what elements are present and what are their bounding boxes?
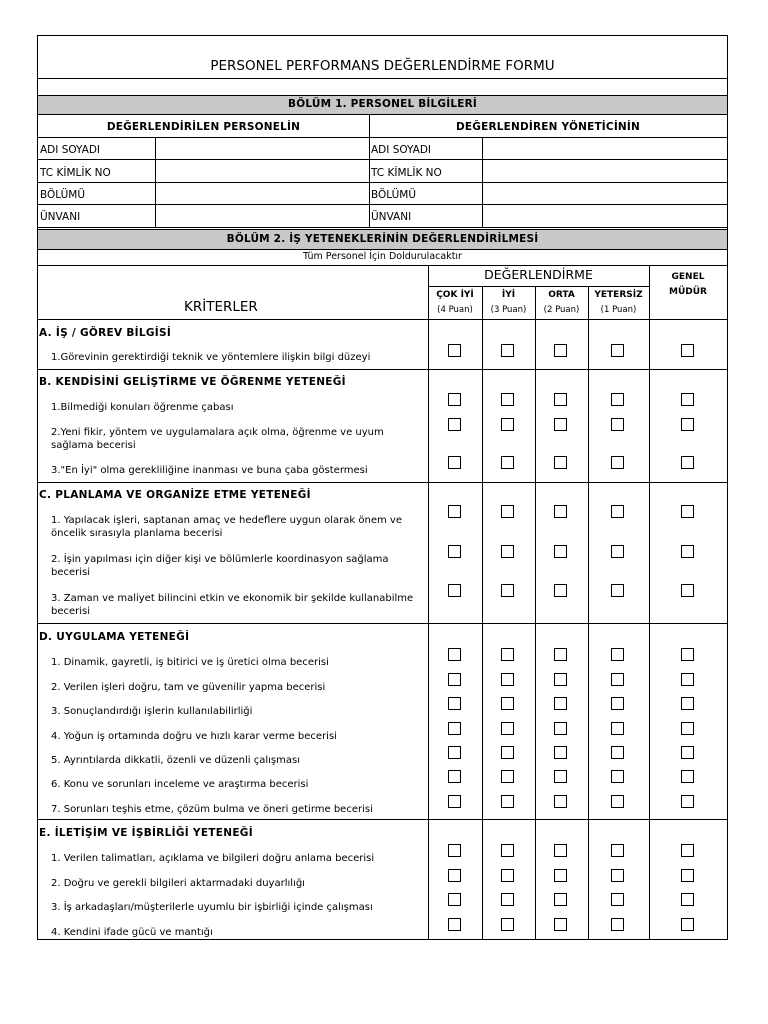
right-tc-input[interactable] xyxy=(482,159,727,182)
left-field-department: BÖLÜMÜ xyxy=(40,189,86,201)
right-field-name: ADI SOYADI xyxy=(371,144,432,156)
checkbox-b3-very-good[interactable] xyxy=(448,456,461,469)
rule-criteria-divider xyxy=(428,265,429,939)
checkbox-b3-general-manager[interactable] xyxy=(681,456,694,469)
rule-subheader-bottom xyxy=(38,265,727,266)
left-field-title: ÜNVANI xyxy=(40,211,81,223)
left-tc-input[interactable] xyxy=(155,159,369,182)
checkbox-d5-average[interactable] xyxy=(554,746,567,759)
rule-category-c-bottom xyxy=(38,623,727,624)
checkbox-b1-insufficient[interactable] xyxy=(611,393,624,406)
checkbox-c3-very-good[interactable] xyxy=(448,584,461,597)
checkbox-d6-very-good[interactable] xyxy=(448,770,461,783)
rating-very-good-label: ÇOK İYİ xyxy=(436,290,474,300)
checkbox-e1-good[interactable] xyxy=(501,844,514,857)
checkbox-c3-insufficient[interactable] xyxy=(611,584,624,597)
checkbox-c3-general-manager[interactable] xyxy=(681,584,694,597)
checkbox-e1-insufficient[interactable] xyxy=(611,844,624,857)
checkbox-a1-good[interactable] xyxy=(501,344,514,357)
right-field-title: ÜNVANI xyxy=(371,211,412,223)
checkbox-b2-insufficient[interactable] xyxy=(611,418,624,431)
rule-table-header-bottom xyxy=(38,319,727,320)
checkbox-d2-general-manager[interactable] xyxy=(681,673,694,686)
evaluating-manager-header: DEĞERLENDİREN YÖNETİCİNİN xyxy=(455,121,641,133)
checkbox-b2-average[interactable] xyxy=(554,418,567,431)
checkbox-d5-very-good[interactable] xyxy=(448,746,461,759)
rating-good-label: İYİ xyxy=(501,290,516,300)
checkbox-c3-average[interactable] xyxy=(554,584,567,597)
checkbox-d6-average[interactable] xyxy=(554,770,567,783)
checkbox-e3-very-good[interactable] xyxy=(448,893,461,906)
checkbox-d4-general-manager[interactable] xyxy=(681,722,694,735)
checkbox-b3-insufficient[interactable] xyxy=(611,456,624,469)
checkbox-d6-insufficient[interactable] xyxy=(611,770,624,783)
checkbox-b2-very-good[interactable] xyxy=(448,418,461,431)
checkbox-e3-general-manager[interactable] xyxy=(681,893,694,906)
checkbox-a1-very-good[interactable] xyxy=(448,344,461,357)
checkbox-a1-average[interactable] xyxy=(554,344,567,357)
checkbox-d1-good[interactable] xyxy=(501,648,514,661)
rating-insufficient-points: (1 Puan) xyxy=(600,305,637,315)
checkbox-d7-general-manager[interactable] xyxy=(681,795,694,808)
checkbox-b1-very-good[interactable] xyxy=(448,393,461,406)
checkbox-e3-insufficient[interactable] xyxy=(611,893,624,906)
criteria-header: KRİTERLER xyxy=(184,299,258,315)
checkbox-c2-insufficient[interactable] xyxy=(611,545,624,558)
rating-very-good-points: (4 Puan) xyxy=(437,305,473,315)
category-c-title: C. PLANLAMA VE ORGANİZE ETME YETENEĞİ xyxy=(39,489,311,501)
rule-title-bottom xyxy=(38,78,727,79)
checkbox-e2-good[interactable] xyxy=(501,869,514,882)
rule-field-1 xyxy=(38,159,727,160)
criterion-e-4: 4. Kendini ifade gücü ve mantığı xyxy=(51,927,213,938)
rule-field-3 xyxy=(38,204,727,205)
checkbox-e4-general-manager[interactable] xyxy=(681,918,694,931)
checkbox-b2-general-manager[interactable] xyxy=(681,418,694,431)
checkbox-d3-very-good[interactable] xyxy=(448,697,461,710)
criterion-d-1: 1. Dinamik, gayretli, iş bitirici ve iş üretici olma becerisi xyxy=(51,657,329,668)
checkbox-e1-average[interactable] xyxy=(554,844,567,857)
criterion-c-2: 2. İşin yapılması için diğer kişi ve bölümlerle koordinasyon sağlama becerisi xyxy=(51,554,389,578)
rating-average-points: (2 Puan) xyxy=(543,305,580,315)
criterion-b-2: 2.Yeni fikir, yöntem ve uygulamalara açık olma, öğrenme ve uyum sağlama becerisi xyxy=(51,427,384,451)
checkbox-e4-very-good[interactable] xyxy=(448,918,461,931)
checkbox-b1-average[interactable] xyxy=(554,393,567,406)
checkbox-d3-insufficient[interactable] xyxy=(611,697,624,710)
category-e-title: E. İLETİŞİM VE İŞBİRLİĞİ YETENEĞİ xyxy=(39,827,253,839)
right-field-department: BÖLÜMÜ xyxy=(371,189,417,201)
checkbox-d2-insufficient[interactable] xyxy=(611,673,624,686)
rule-center-divider xyxy=(369,114,370,227)
right-department-input[interactable] xyxy=(482,182,727,204)
rule-left-label-divider xyxy=(155,137,156,227)
section2-header: BÖLÜM 2. İŞ YETENEKLERİNİN DEĞERLENDİRİLMESİ xyxy=(226,233,539,245)
checkbox-d3-general-manager[interactable] xyxy=(681,697,694,710)
criterion-b-1: 1.Bilmediği konuları öğrenme çabası xyxy=(51,402,234,413)
checkbox-d3-average[interactable] xyxy=(554,697,567,710)
criterion-e-1: 1. Verilen talimatları, açıklama ve bilgileri doğru anlama becerisi xyxy=(51,853,375,864)
rule-rating-divider-1 xyxy=(482,286,483,939)
checkbox-d2-good[interactable] xyxy=(501,673,514,686)
checkbox-b3-good[interactable] xyxy=(501,456,514,469)
checkbox-d7-very-good[interactable] xyxy=(448,795,461,808)
checkbox-d6-general-manager[interactable] xyxy=(681,770,694,783)
checkbox-b2-good[interactable] xyxy=(501,418,514,431)
checkbox-e4-insufficient[interactable] xyxy=(611,918,624,931)
checkbox-d6-good[interactable] xyxy=(501,770,514,783)
general-manager-header-line2: MÜDÜR xyxy=(669,287,707,297)
checkbox-d1-average[interactable] xyxy=(554,648,567,661)
right-field-tc: TC KİMLİK NO xyxy=(371,167,442,179)
checkbox-d5-insufficient[interactable] xyxy=(611,746,624,759)
criterion-a-1: 1.Görevinin gerektirdiği teknik ve yöntemlere ilişkin bilgi düzeyi xyxy=(51,352,371,363)
checkbox-c1-average[interactable] xyxy=(554,505,567,518)
rule-evaluation-split xyxy=(428,286,649,287)
rule-rating-divider-3 xyxy=(588,286,589,939)
checkbox-d4-good[interactable] xyxy=(501,722,514,735)
left-name-input[interactable] xyxy=(155,137,369,159)
category-a-title: A. İŞ / GÖREV BİLGİSİ xyxy=(39,327,172,339)
checkbox-d7-average[interactable] xyxy=(554,795,567,808)
right-title-input[interactable] xyxy=(482,204,727,227)
checkbox-e4-good[interactable] xyxy=(501,918,514,931)
checkbox-e3-good[interactable] xyxy=(501,893,514,906)
checkbox-c1-good[interactable] xyxy=(501,505,514,518)
left-department-input[interactable] xyxy=(155,182,369,204)
criterion-d-6: 6. Konu ve sorunları inceleme ve araştırma becerisi xyxy=(51,779,309,790)
checkbox-d4-average[interactable] xyxy=(554,722,567,735)
right-name-input[interactable] xyxy=(482,137,727,159)
rule-category-d-bottom xyxy=(38,819,727,820)
category-b-title: B. KENDİSİNİ GELİŞTİRME VE ÖĞRENME YETENEĞİ xyxy=(39,376,346,388)
form-title: PERSONEL PERFORMANS DEĞERLENDİRME FORMU xyxy=(210,58,555,74)
checkbox-d3-good[interactable] xyxy=(501,697,514,710)
performance-form xyxy=(37,35,728,940)
checkbox-d5-good[interactable] xyxy=(501,746,514,759)
rating-insufficient-label: YETERSİZ xyxy=(594,290,643,300)
checkbox-c2-general-manager[interactable] xyxy=(681,545,694,558)
general-manager-header-line1: GENEL xyxy=(671,272,705,282)
checkbox-d1-very-good[interactable] xyxy=(448,648,461,661)
checkbox-c2-good[interactable] xyxy=(501,545,514,558)
checkbox-b3-average[interactable] xyxy=(554,456,567,469)
checkbox-c1-very-good[interactable] xyxy=(448,505,461,518)
checkbox-d2-very-good[interactable] xyxy=(448,673,461,686)
checkbox-e2-very-good[interactable] xyxy=(448,869,461,882)
checkbox-d1-insufficient[interactable] xyxy=(611,648,624,661)
checkbox-e2-average[interactable] xyxy=(554,869,567,882)
criterion-b-3: 3."En İyi" olma gerekliliğine inanması ve buna çaba göstermesi xyxy=(51,465,368,476)
checkbox-d4-very-good[interactable] xyxy=(448,722,461,735)
rule-manager-divider xyxy=(649,265,650,939)
left-field-tc: TC KİMLİK NO xyxy=(40,167,111,179)
rating-good-points: (3 Puan) xyxy=(490,305,527,315)
checkbox-e2-general-manager[interactable] xyxy=(681,869,694,882)
rule-col-header-bottom xyxy=(38,137,727,138)
rating-average-label: ORTA xyxy=(548,290,575,300)
checkbox-e3-average[interactable] xyxy=(554,893,567,906)
rule-section2-top xyxy=(38,229,727,230)
checkbox-d1-general-manager[interactable] xyxy=(681,648,694,661)
criterion-d-5: 5. Ayrıntılarda dikkatli, özenli ve düzenli çalışması xyxy=(51,755,300,766)
checkbox-d7-insufficient[interactable] xyxy=(611,795,624,808)
rule-section1-header-bottom xyxy=(38,114,727,115)
criterion-d-7: 7. Sorunları teşhis etme, çözüm bulma ve öneri getirme becerisi xyxy=(51,804,373,815)
checkbox-b1-good[interactable] xyxy=(501,393,514,406)
rule-field-2 xyxy=(38,182,727,183)
rule-right-label-divider xyxy=(482,137,483,227)
criterion-e-3: 3. İş arkadaşları/müşterilerle uyumlu bir işbirliği içinde çalışması xyxy=(51,902,373,913)
criterion-c-3: 3. Zaman ve maliyet bilincini etkin ve ekonomik bir şekilde kullanabilme becerisi xyxy=(51,593,414,617)
left-field-name: ADI SOYADI xyxy=(40,144,101,156)
checkbox-d4-insufficient[interactable] xyxy=(611,722,624,735)
checkbox-e1-very-good[interactable] xyxy=(448,844,461,857)
checkbox-d5-general-manager[interactable] xyxy=(681,746,694,759)
criterion-d-2: 2. Verilen işleri doğru, tam ve güvenilir yapma becerisi xyxy=(51,682,326,693)
criterion-c-1: 1. Yapılacak işleri, saptanan amaç ve hedeflere uygun olarak önem ve öncelik sırasıyla planlama becerisi xyxy=(51,515,402,539)
criterion-d-4: 4. Yoğun iş ortamında doğru ve hızlı karar verme becerisi xyxy=(51,731,337,742)
checkbox-e1-general-manager[interactable] xyxy=(681,844,694,857)
section1-header: BÖLÜM 1. PERSONEL BİLGİLERİ xyxy=(288,98,477,110)
evaluation-header: DEĞERLENDİRME xyxy=(484,267,593,282)
rule-section1-top xyxy=(38,95,727,96)
checkbox-a1-general-manager[interactable] xyxy=(681,344,694,357)
rule-category-a-bottom xyxy=(38,369,727,370)
rule-section2-header-bottom xyxy=(38,249,727,250)
checkbox-d2-average[interactable] xyxy=(554,673,567,686)
checkbox-b1-general-manager[interactable] xyxy=(681,393,694,406)
checkbox-e4-average[interactable] xyxy=(554,918,567,931)
criterion-e-2: 2. Doğru ve gerekli bilgileri aktarmadaki duyarlılığı xyxy=(51,878,305,889)
rule-rating-divider-2 xyxy=(535,286,536,939)
evaluated-personnel-header: DEĞERLENDİRİLEN PERSONELİN xyxy=(106,121,301,133)
category-d-title: D. UYGULAMA YETENEĞİ xyxy=(39,631,190,643)
checkbox-c1-general-manager[interactable] xyxy=(681,505,694,518)
left-title-input[interactable] xyxy=(155,204,369,227)
checkbox-c3-good[interactable] xyxy=(501,584,514,597)
section2-subheader: Tüm Personel İçin Doldurulacaktır xyxy=(303,251,462,262)
checkbox-c2-very-good[interactable] xyxy=(448,545,461,558)
checkbox-a1-insufficient[interactable] xyxy=(611,344,624,357)
rule-category-b-bottom xyxy=(38,482,727,483)
checkbox-e2-insufficient[interactable] xyxy=(611,869,624,882)
rule-field-4 xyxy=(38,227,727,228)
checkbox-c2-average[interactable] xyxy=(554,545,567,558)
checkbox-c1-insufficient[interactable] xyxy=(611,505,624,518)
criterion-d-3: 3. Sonuçlandırdığı işlerin kullanılabilirliği xyxy=(51,706,253,717)
checkbox-d7-good[interactable] xyxy=(501,795,514,808)
